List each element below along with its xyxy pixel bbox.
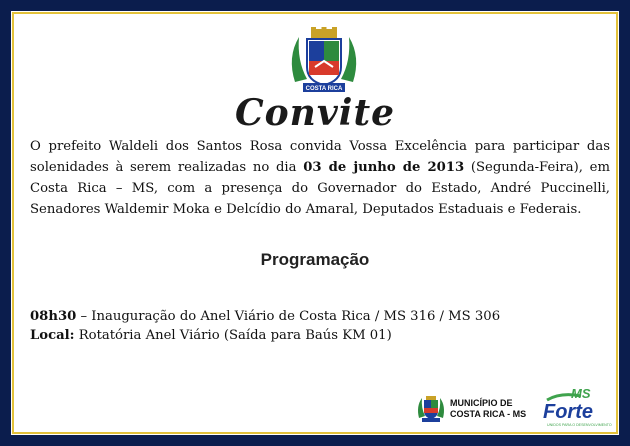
ms-brand-text: MS xyxy=(571,386,591,401)
invitation-text-part1: O prefeito Waldeli dos Santos Rosa convida Vossa Excelência para participar das solenidades à serem realizadas no dia xyxy=(30,139,610,175)
crest-banner-text: COSTA RICA xyxy=(305,86,343,92)
ms-forte-logo xyxy=(541,386,612,430)
invitation-card xyxy=(12,12,618,434)
municipality-line1: MUNICÍPIO DE xyxy=(450,398,513,408)
invitation-text xyxy=(30,136,610,220)
schedule-time: 08h30 xyxy=(30,309,77,324)
city-crest-logo xyxy=(285,27,363,97)
schedule-location xyxy=(30,326,500,345)
forte-tagline: UNIDOS PARA O DESENVOLVIMENTO xyxy=(547,423,612,427)
location-label: Local: xyxy=(30,328,75,343)
schedule-event: – Inauguração do Anel Viário de Costa Rica / MS 316 / MS 306 xyxy=(76,309,501,324)
program-heading: Programação xyxy=(260,250,370,269)
municipality-line2: COSTA RICA - MS xyxy=(450,409,527,419)
invitation-text-part2: (Segunda-Feira), em Costa Rica – MS, com a presença do Governador do Estado, André Puccinelli, Senadores Waldemir Moka e Delcídio do Amaral, Deputados Estaduais e Federais. xyxy=(30,160,610,217)
event-date: 03 de junho de 2013 xyxy=(303,160,465,175)
municipality-footer-logo xyxy=(416,392,526,426)
page-title: Convite xyxy=(235,92,395,134)
municipality-crest-icon xyxy=(416,394,446,424)
schedule-item xyxy=(30,307,500,326)
location-text: Rotatória Anel Viário (Saída para Baús KM 01) xyxy=(74,328,392,343)
forte-brand-text: Forte xyxy=(543,401,593,423)
program-schedule xyxy=(30,307,500,345)
